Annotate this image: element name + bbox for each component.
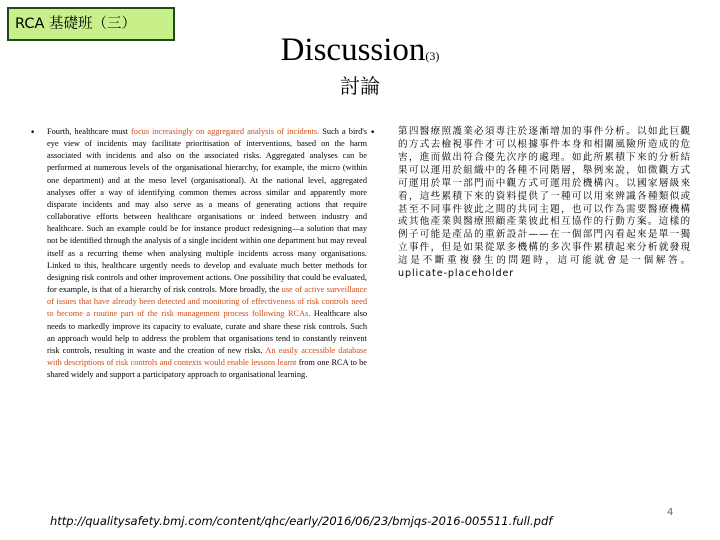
en-highlight-3: An easily accessible database with descriptions of risk controls and contexts would enable lessons learnt	[47, 345, 367, 367]
chinese-paragraph: 第四醫療照護業必須專注於逐漸增加的事件分析。以如此巨觀的方式去檢視事件才可以根據事件本身和相關風險所造成的危害，進而做出符合優先次序的處理。如此所累積下來的分析結果可以運用於組織中的各種不同階層，舉例來說，如微觀方式可運用於單一部門而中觀方式可運用於機構內。以國家層級來看，這些累積下來的資料提供了一種可以用來辨識各種類似或甚至不同事件彼此之間的共同主題，也可以作為需要醫療機構或其他產業與醫療照顧產業彼此相互協作的行動方案。這樣的例子可能是產品的重新設計——在一個部門內看起來是單一獨立事件，但是如果從眾多機構的多次事件累積起來分析就發現這是不斷重複發生的問題時，這可能就會是一個解答。uplicate-placeholder	[398, 126, 691, 280]
en-highlight-2: use of active surveillance of issues that have already been detected and monitoring of effectiveness of risk controls need to become a routine part of the risk management process following RCAs.	[47, 285, 368, 319]
english-paragraph	[47, 126, 367, 381]
bullet-right: •	[370, 128, 376, 138]
course-tag: RCA 基礎班（三）	[7, 7, 175, 41]
title-text: Discussion	[280, 32, 426, 68]
slide-title	[0, 30, 720, 76]
en-text-4: from one RCA to be shared widely and support a participatory approach to organisational learning.	[47, 357, 367, 380]
en-text-3: Healthcare also needs to markedly improve its capacity to evaluate, curate and share these risk controls. Such an approach would help to address the problem that organisations tend to constantly reinvent risk controls, resulting in waste and the creation of new risks.	[47, 309, 367, 355]
en-text-1: Fourth, healthcare must	[47, 127, 132, 136]
page-number: 4	[667, 507, 674, 518]
bullet-left: •	[30, 128, 36, 138]
source-url[interactable]: http://qualitysafety.bmj.com/content/qhc/early/2016/06/23/bmjqs-2016-005511.full.pdf	[50, 514, 553, 528]
en-highlight-1: focus increasingly on aggregated analysis of incidents.	[131, 127, 320, 136]
title-suffix: (3)	[425, 49, 440, 63]
slide-subtitle: 討論	[340, 74, 380, 98]
en-text-2: Such a bird's eye view of incidents may facilitate prioritisation of interventions, based on the harm associated with incidents and also on the associated risks. Aggregated analyses can be performed at numerous levels of the organisational hierarchy, for example, the micro (within one department) and at the meso level (organisational). At the national level, aggregated analyses offer a way of identifying common themes across similar and apparently more disparate incidents and may also serve as a means of generating actions that require collaborative efforts between healthcare organisations or indeed between industry and healthcare. Such an example could be for instance product redesigning—a solution that may not be identified through the analysis of a single incident within one department but may reveal itself as a recurring theme when analysing multiple incidents across many organisations. Linked to this, healthcare urgently needs to develop and evaluate much better methods for designing risk controls and other improvement actions. One possibility that could be evaluated, for example, is that of a hierarchy of risk controls. More broadly, the	[47, 127, 367, 295]
